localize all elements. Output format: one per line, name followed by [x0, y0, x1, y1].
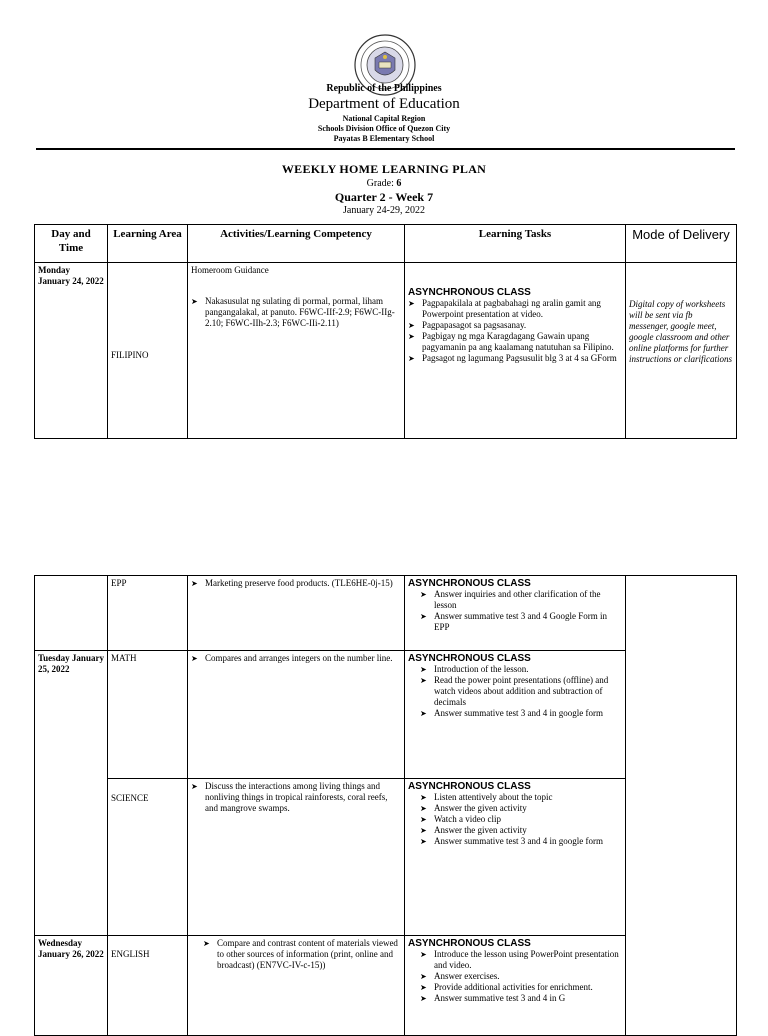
day-cell: Monday January 24, 2022 [35, 263, 108, 439]
division-text: Schools Division Office of Quezon City [317, 124, 451, 133]
task-item: ➤ Introduction of the lesson. [420, 664, 622, 675]
task-item: ➤ Read the power point presentations (offline) and watch videos about addition and subtraction of decimals [420, 675, 622, 708]
task-item: ➤ Pagpapasagot sa pagsasanay. [408, 320, 622, 331]
async-label: ASYNCHRONOUS CLASS [408, 287, 531, 298]
area-cell: MATH [108, 651, 188, 779]
task-item: ➤ Answer summative test 3 and 4 Google Form in EPP [420, 611, 622, 633]
task-item: ➤ Provide additional activities for enrichment. [420, 982, 622, 993]
grade-line [0, 178, 768, 189]
day-cell: Tuesday January 25, 2022 [35, 651, 108, 936]
department-heading: Department of Education [308, 96, 460, 112]
competency-text: ➤ Discuss the interactions among living things and nonliving things in tropical rainforests, coral reefs, and mangrove swamps. [191, 781, 401, 814]
day-cell: Wednesday January 26, 2022 [35, 936, 108, 1036]
task-item: ➤ Answer summative test 3 and 4 in google form [420, 708, 622, 719]
school-text: Payatas B Elementary School [333, 134, 435, 143]
republic-heading: Republic of the Philippines [326, 83, 442, 94]
competency-text: ➤ Compares and arranges integers on the number line. [191, 653, 401, 664]
mode-cell [626, 576, 737, 1036]
task-item: ➤ Answer summative test 3 and 4 in google form [420, 836, 622, 847]
competency-cell [188, 576, 405, 651]
task-item: ➤ Answer the given activity [420, 825, 622, 836]
homeroom-text: Homeroom Guidance [191, 265, 269, 275]
day-cell [35, 576, 108, 651]
header-area: Learning Area [108, 225, 188, 263]
region-text: National Capital Region [342, 114, 426, 123]
learning-plan-table-1 [34, 224, 737, 439]
area-label: SCIENCE [111, 793, 149, 803]
area-cell [108, 263, 188, 439]
task-item: ➤ Pagpapakilala at pagbabahagi ng aralin gamit ang Powerpoint presentation at video. [408, 298, 622, 320]
area-label: ENGLISH [111, 949, 150, 959]
async-label: ASYNCHRONOUS CLASS [408, 653, 531, 664]
competency-cell [188, 651, 405, 779]
task-item: ➤ Answer inquiries and other clarification of the lesson [420, 589, 622, 611]
mode-text: Digital copy of worksheets will be sent via fb messenger, google meet, google classroom and other online platforms for further instructions or clarifications [629, 299, 733, 364]
area-cell [108, 936, 188, 1036]
task-item: ➤ Answer the given activity [420, 803, 622, 814]
table-row [35, 263, 737, 439]
plan-title: WEEKLY HOME LEARNING PLAN [281, 162, 487, 176]
mode-cell [626, 263, 737, 439]
tasks-cell [405, 936, 626, 1036]
async-label: ASYNCHRONOUS CLASS [408, 578, 531, 589]
task-item: ➤ Listen attentively about the topic [420, 792, 622, 803]
competency-text: ➤ Marketing preserve food products. (TLE6HE-0j-15) [191, 578, 401, 589]
task-item: ➤ Introduce the lesson using PowerPoint presentation and video. [420, 949, 622, 971]
task-item: ➤ Pagsagot ng lagumang Pagsusulit blg 3 at 4 sa GForm [408, 353, 622, 364]
competency-cell [188, 263, 405, 439]
task-item: ➤ Answer summative test 3 and 4 in G [420, 993, 622, 1004]
async-label: ASYNCHRONOUS CLASS [408, 781, 531, 792]
table-row [35, 576, 737, 651]
header-mode: Mode of Delivery [626, 225, 737, 263]
grade-value: 6 [396, 178, 402, 189]
learning-plan-table-2 [34, 575, 737, 1036]
school-info [0, 114, 768, 144]
task-item: ➤ Answer exercises. [420, 971, 622, 982]
area-cell: EPP [108, 576, 188, 651]
table-header-row [35, 225, 737, 263]
plan-dates: January 24-29, 2022 [343, 205, 425, 216]
tasks-cell [405, 576, 626, 651]
task-item: ➤ Watch a video clip [420, 814, 622, 825]
competency-text: ➤ Nakasusulat ng sulating di pormal, pormal, liham pangangalakal, at panuto. F6WC-IIf-2.9; F6WC-IIg-2.10; F6WC-IIh-2.3; F6WC-IIi-2.11) [191, 296, 401, 329]
tasks-cell [405, 651, 626, 779]
header-divider [36, 148, 735, 150]
area-label: FILIPINO [111, 350, 149, 360]
header-tasks: Learning Tasks [405, 225, 626, 263]
competency-cell [188, 779, 405, 936]
competency-text: ➤ Compare and contrast content of materials viewed to other sources of information (print, online and broadcast) (EN7VC-IV-c-15)) [203, 938, 401, 971]
quarter-week: Quarter 2 - Week 7 [334, 190, 434, 204]
async-label: ASYNCHRONOUS CLASS [408, 938, 531, 949]
header-activities: Activities/Learning Competency [188, 225, 405, 263]
task-item: ➤ Pagbigay ng mga Karagdagang Gawain upang pagyamanin pa ang kaalamang natutuhan sa Filipino. [408, 331, 622, 353]
tasks-cell [405, 779, 626, 936]
area-cell [108, 779, 188, 936]
grade-label: Grade: [366, 178, 397, 189]
header-day: Day and Time [35, 225, 108, 263]
tasks-cell [405, 263, 626, 439]
competency-cell [188, 936, 405, 1036]
